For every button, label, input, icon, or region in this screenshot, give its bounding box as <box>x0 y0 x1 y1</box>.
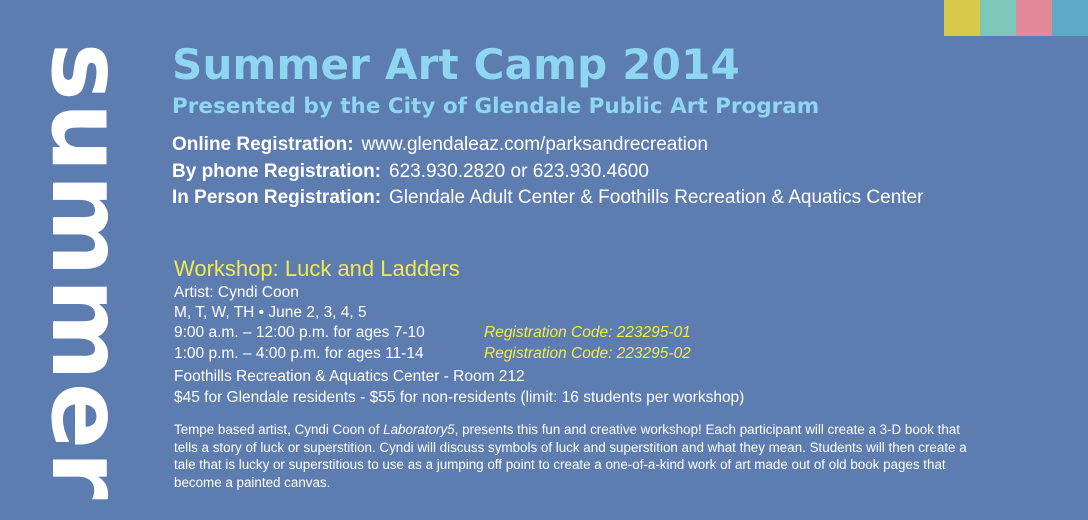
in-person-registration-line <box>172 188 923 207</box>
session-row <box>174 345 691 362</box>
workshop-artist: Artist: Cyndi Coon <box>174 284 299 301</box>
workshop-price: $45 for Glendale residents - $55 for non-residents (limit: 16 students per workshop) <box>174 389 745 406</box>
page-title: Summer Art Camp 2014 <box>172 40 740 89</box>
workshop-location: Foothills Recreation & Aquatics Center - Room 212 <box>174 368 525 385</box>
online-registration-line <box>172 135 708 154</box>
color-swatch <box>944 0 980 36</box>
session-time: 9:00 a.m. – 12:00 p.m. for ages 7-10 <box>174 324 425 341</box>
workshop-title: Workshop: Luck and Ladders <box>174 256 460 281</box>
registration-code: Registration Code: 223295-01 <box>484 324 691 341</box>
vertical-summer-word <box>29 42 143 502</box>
color-swatch <box>980 0 1016 36</box>
phone-registration-label: By phone Registration: <box>172 161 382 182</box>
description-italic: Laboratory5 <box>383 422 455 437</box>
workshop-description <box>174 421 974 491</box>
in-person-registration-label: In Person Registration: <box>172 187 382 208</box>
description-part-1: Tempe based artist, Cyndi Coon of <box>174 422 384 437</box>
color-swatch-strip <box>944 0 1088 36</box>
page-subtitle: Presented by the City of Glendale Public Art Program <box>172 94 820 119</box>
phone-registration-value: 623.930.2820 or 623.930.4600 <box>389 161 649 182</box>
session-time: 1:00 p.m. – 4:00 p.m. for ages 11-14 <box>174 345 424 362</box>
description-part-2: , presents this fun and creative workshop! Each participant will create a 3-D book that tells a story of luck or superstition. Cyndi will discuss symbols of luck and superstition and what they mean. Students will then create a tale that is lucky or superstitious to use as a jumping off point to create a one-of-a-kind work of art made out of old book pages that become a painted canvas. <box>174 422 967 490</box>
online-registration-link[interactable]: www.glendaleaz.com/parksandrecreation <box>361 134 708 155</box>
registration-code: Registration Code: 223295-02 <box>484 345 691 362</box>
online-registration-label: Online Registration: <box>172 134 354 155</box>
session-row <box>174 324 691 341</box>
in-person-registration-value: Glendale Adult Center & Foothills Recreation & Aquatics Center <box>389 187 924 208</box>
workshop-days: M, T, W, TH • June 2, 3, 4, 5 <box>174 304 367 321</box>
color-swatch <box>1052 0 1088 36</box>
color-swatch <box>1016 0 1052 36</box>
vertical-summer-text: summer <box>29 42 143 502</box>
phone-registration-line <box>172 162 649 181</box>
